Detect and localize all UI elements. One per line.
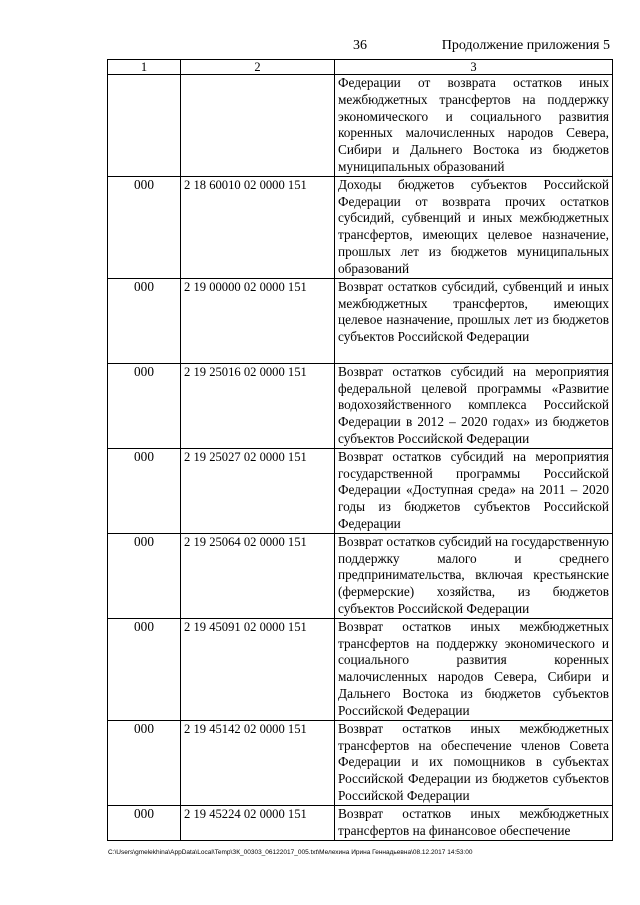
budget-code-cell: 2 19 45142 02 0000 151 <box>181 720 335 805</box>
budget-code-cell: 2 19 25027 02 0000 151 <box>181 448 335 533</box>
description-cell: Возврат остатков субсидий на государственную поддержку малого и среднего предпринимательства, включая крестьянские (фермерские) хозяйства, из бюджетов субъектов Российской Федерации <box>335 533 613 618</box>
admin-code-cell <box>108 75 181 177</box>
file-path-footer: C:\Users\gmelekhina\AppData\Local\Temp\ЗК_00303_06122017_005.txt\Мелехина Ирина Геннадьевна\08.12.2017 14:53:00 <box>108 849 473 856</box>
budget-code-cell: 2 19 45091 02 0000 151 <box>181 618 335 720</box>
table-row <box>108 720 613 805</box>
table-row <box>108 618 613 720</box>
budget-code-cell: 2 19 25064 02 0000 151 <box>181 533 335 618</box>
table-row <box>108 805 613 840</box>
budget-code-cell: 2 19 45224 02 0000 151 <box>181 805 335 840</box>
table-row <box>108 278 613 363</box>
page-number: 36 <box>353 38 367 53</box>
description-cell: Федерации от возврата остатков иных межбюджетных трансфертов на поддержку экономического и социального развития коренных малочисленных народов Севера, Сибири и Дальнего Востока из бюджетов муниципальных образований <box>335 75 613 177</box>
table-row <box>108 176 613 278</box>
table-row <box>108 533 613 618</box>
admin-code-cell: 000 <box>108 448 181 533</box>
admin-code-cell: 000 <box>108 533 181 618</box>
admin-code-cell: 000 <box>108 278 181 363</box>
continuation-label: Продолжение приложения 5 <box>441 38 610 53</box>
description-cell: Возврат остатков иных межбюджетных трансфертов на поддержку экономического и социального развития коренных малочисленных народов Севера, Сибири и Дальнего Востока из бюджетов субъектов Российской Федерации <box>335 618 613 720</box>
column-number: 2 <box>181 60 335 75</box>
budget-code-cell: 2 19 00000 02 0000 151 <box>181 278 335 363</box>
admin-code-cell: 000 <box>108 363 181 448</box>
budget-code-cell <box>181 75 335 177</box>
column-number-row <box>108 60 613 75</box>
description-cell: Доходы бюджетов субъектов Российской Федерации от возврата прочих остатков субсидий, субвенций и иных межбюджетных трансфертов, имеющих целевое назначение, прошлых лет из бюджетов муниципальных образований <box>335 176 613 278</box>
budget-code-cell: 2 19 25016 02 0000 151 <box>181 363 335 448</box>
description-cell: Возврат остатков иных межбюджетных трансфертов на обеспечение членов Совета Федерации и их помощников в субъектах Российской Федерации из бюджетов субъектов Российской Федерации <box>335 720 613 805</box>
description-cell: Возврат остатков субсидий на мероприятия государственной программы Российской Федерации «Доступная среда» на 2011 – 2020 годы из бюджетов субъектов Российской Федерации <box>335 448 613 533</box>
table-row <box>108 363 613 448</box>
admin-code-cell: 000 <box>108 618 181 720</box>
column-number: 1 <box>108 60 181 75</box>
budget-classification-table <box>107 59 613 841</box>
column-number: 3 <box>335 60 613 75</box>
table-row <box>108 448 613 533</box>
description-cell: Возврат остатков субсидий, субвенций и иных межбюджетных трансфертов, имеющих целевое назначение, прошлых лет из бюджетов субъектов Российской Федерации <box>335 278 613 363</box>
description-cell: Возврат остатков иных межбюджетных трансфертов на финансовое обеспечение <box>335 805 613 840</box>
description-cell: Возврат остатков субсидий на мероприятия федеральной целевой программы «Развитие водохозяйственного комплекса Российской Федерации в 2012 – 2020 годах» из бюджетов субъектов Российской Федерации <box>335 363 613 448</box>
budget-code-cell: 2 18 60010 02 0000 151 <box>181 176 335 278</box>
admin-code-cell: 000 <box>108 720 181 805</box>
table-row <box>108 75 613 177</box>
admin-code-cell: 000 <box>108 805 181 840</box>
admin-code-cell: 000 <box>108 176 181 278</box>
